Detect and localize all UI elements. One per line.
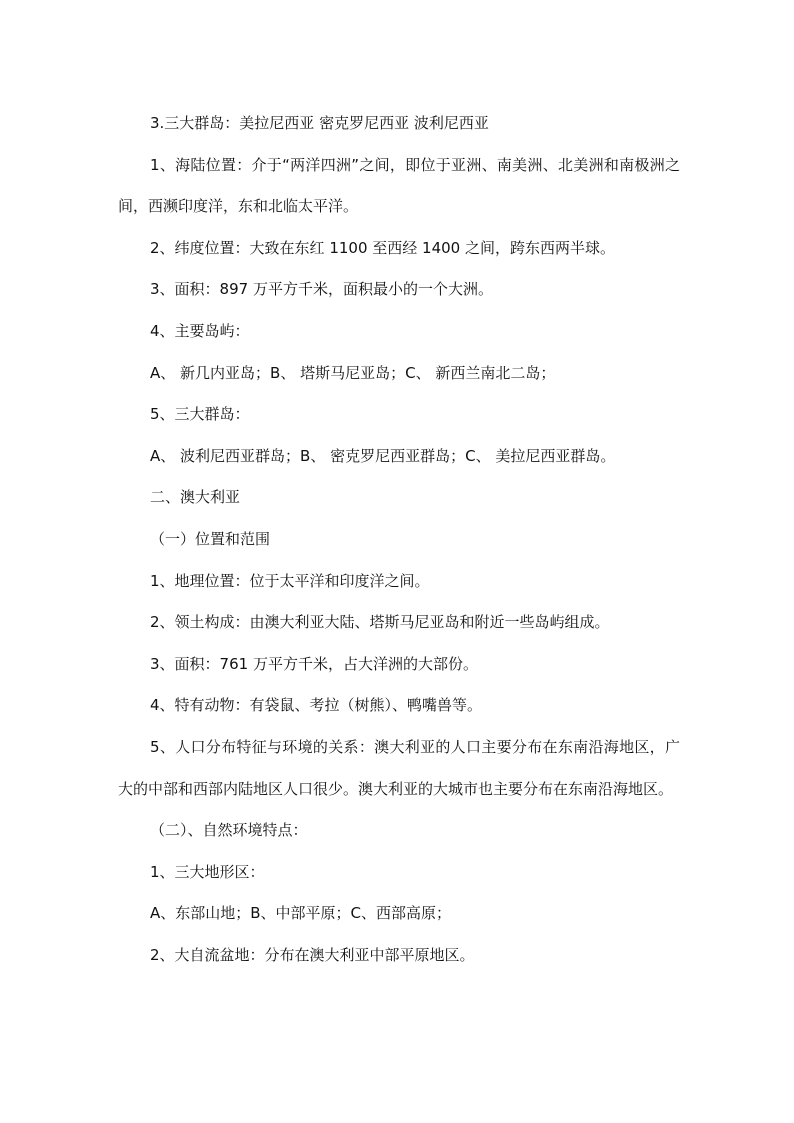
paragraph-unique-animals: 4、特有动物：有袋鼠、考拉（树熊）、鸭嘴兽等。 [150, 696, 483, 715]
paragraph-landform-list: A、东部山地；B、中部平原；C、西部高原； [150, 904, 452, 923]
paragraph-great-artesian-basin: 2、大自流盆地：分布在澳大利亚中部平原地区。 [150, 945, 475, 964]
paragraph-latitude-location: 2、纬度位置：大致在东红 1100 至西经 1400 之间，跨东西两半球。 [150, 238, 615, 257]
paragraph-main-islands-list: A、 新几内亚岛；B、 塔斯马尼亚岛；C、 新西兰南北二岛； [150, 363, 556, 382]
paragraph-geographic-location: 1、地理位置：位于太平洋和印度洋之间。 [150, 571, 430, 590]
paragraph-territory: 2、领土构成：由澳大利亚大陆、塔斯马尼亚岛和附近一些岛屿组成。 [150, 613, 610, 632]
paragraph-population-distribution: 5、人口分布特征与环境的关系：澳大利亚的人口主要分布在东南沿海地区，广大的中部和西部内陆地区人口很少。澳大利亚的大城市也主要分布在东南沿海地区。 [118, 737, 680, 798]
subsection-heading-natural-environment: （二）、自然环境特点： [150, 821, 308, 840]
section-heading-australia: 二、澳大利亚 [150, 488, 241, 507]
paragraph-landform-heading: 1、三大地形区： [150, 862, 265, 881]
paragraph-area-australia: 3、面积：761 万平方千米，占大洋洲的大部份。 [150, 654, 478, 673]
paragraph-area-oceania: 3、面积：897 万平方千米，面积最小的一个大洲。 [150, 280, 493, 299]
paragraph-main-islands-heading: 4、主要岛屿： [150, 321, 250, 340]
paragraph-island-groups-list: A、 波利尼西亚群岛；B、 密克罗尼西亚群岛；C、 美拉尼西亚群岛。 [150, 446, 616, 465]
paragraph-island-groups-heading: 5、三大群岛： [150, 405, 250, 424]
paragraph-three-island-groups-heading: 3.三大群岛：美拉尼西亚 密克罗尼西亚 波利尼西亚 [150, 114, 489, 132]
subsection-heading-location-range: （一）位置和范围 [150, 529, 271, 548]
paragraph-land-sea-location: 1、海陆位置：介于“两洋四洲”之间，即位于亚洲、南美洲、北美洲和南极洲之间，西濒印度洋，东和北临太平洋。 [118, 155, 680, 216]
document-body [118, 103, 680, 976]
